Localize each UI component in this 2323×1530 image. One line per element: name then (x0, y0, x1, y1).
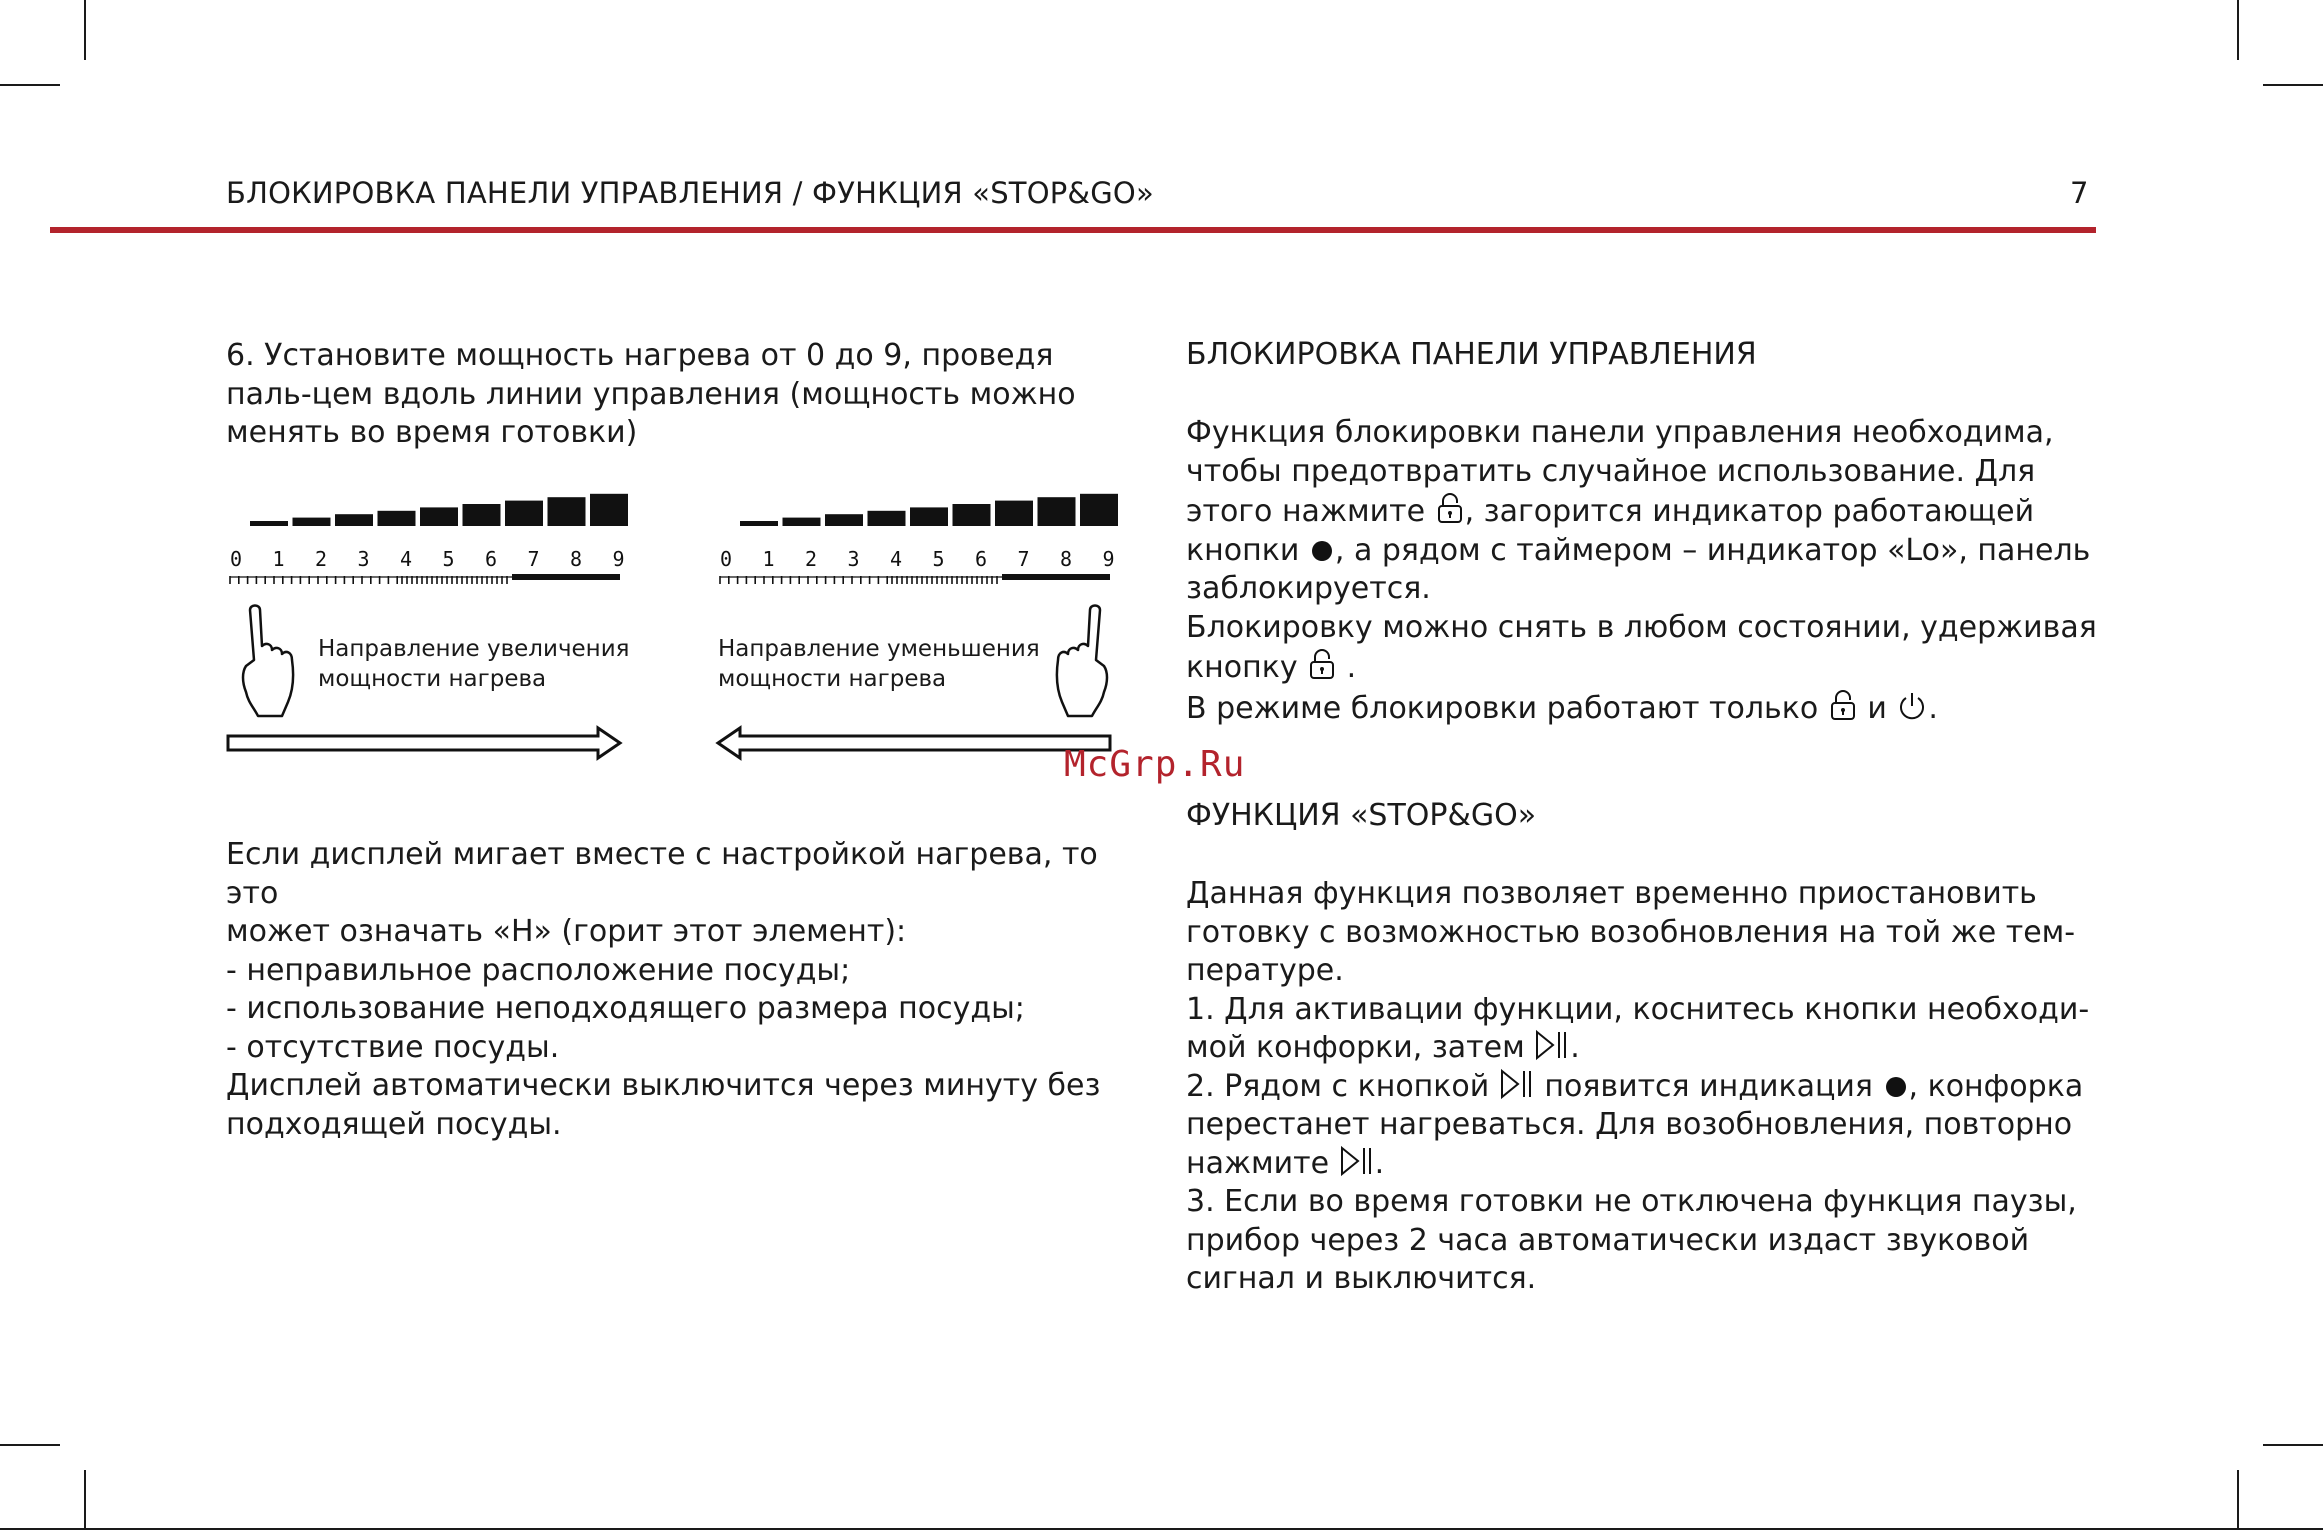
play-pause-icon (1499, 1068, 1535, 1100)
crop-mark (2263, 1444, 2323, 1446)
scale-digit: 4 (889, 547, 903, 571)
display-notes (226, 836, 1146, 1144)
text: . (1374, 1145, 1385, 1181)
stopgo-step-2 (1186, 1068, 2106, 1184)
power-bars (740, 494, 1118, 526)
lock-icon (1307, 647, 1337, 681)
scale-digit: 6 (484, 547, 498, 571)
power-bar (1038, 497, 1076, 526)
display-note-line: - использование неподходящего размера посуды; (226, 991, 1025, 1026)
scale-digit: 1 (272, 547, 285, 571)
display-note-line: - неправильное расположение посуды; (226, 952, 851, 988)
arrow-left-icon (718, 728, 1110, 758)
text: и (1867, 690, 1887, 726)
step6-text: 6. Установите мощность нагрева от 0 до 9, проведя паль-цем вдоль линии управления (мощность можно менять во время готовки) (226, 338, 1076, 450)
text: появится индикация (1544, 1068, 1873, 1104)
increase-caption (318, 634, 630, 694)
scale-digit: 8 (1059, 547, 1073, 571)
display-note-line: - отсутствие посуды. (226, 1029, 560, 1065)
stopgo-intro: Данная функция позволяет временно приостановить готовку с возможностью возобновления на той же тем-пературе. (1186, 876, 2076, 988)
stopgo-step-3: 3. Если во время готовки не отключена функция паузы, прибор через 2 часа автоматически издаст звуковой сигнал и выключится. (1186, 1184, 2077, 1296)
crop-mark (2237, 0, 2239, 60)
scale-digit: 0 (229, 547, 243, 571)
crop-mark (84, 1470, 86, 1530)
page-header-title: БЛОКИРОВКА ПАНЕЛИ УПРАВЛЕНИЯ / ФУНКЦИЯ «STOP&GO» (226, 176, 1154, 210)
text: , конфорка перестанет нагреваться. Для возобновления, повторно нажмите (1186, 1068, 2084, 1181)
display-note-line: Если дисплей мигает вместе с настройкой нагрева, то это (226, 837, 1098, 911)
lock-icon (1435, 491, 1465, 525)
finger-icon (1057, 606, 1107, 717)
play-pause-icon (1534, 1029, 1570, 1061)
scale-digit: 4 (399, 547, 413, 571)
text: Блокировку можно снять в любом состоянии, удерживая кнопку (1186, 609, 2097, 685)
power-bar (293, 518, 331, 526)
power-bar (250, 521, 288, 526)
crop-mark (84, 0, 86, 60)
text: , а рядом с таймером – индикатор «Lo», панель заблокируется. (1186, 532, 2091, 606)
scale-digit: 5 (442, 547, 455, 571)
caption-line: мощности нагрева (718, 666, 947, 692)
scale-digit: 6 (974, 547, 988, 571)
scale-digit: 7 (527, 547, 540, 571)
scale-thick-segment (512, 574, 620, 580)
text: , загорится индикатор работающей кнопки (1186, 494, 2035, 568)
play-pause-icon (1339, 1145, 1375, 1177)
power-bar (1080, 494, 1118, 526)
power-bar (825, 514, 863, 526)
scale-digit: 8 (569, 547, 583, 571)
scale-digit: 9 (612, 547, 625, 571)
power-bar (868, 511, 906, 526)
text: . (1928, 690, 1938, 726)
power-bar (910, 507, 948, 526)
power-bar (463, 504, 501, 526)
scale-digit: 3 (847, 547, 860, 571)
power-bar (548, 497, 586, 526)
text: 1. Для активации функции, коснитесь кнопки необходи-мой конфорки, затем (1186, 991, 2090, 1065)
crop-mark (2263, 84, 2323, 86)
power-bar (995, 501, 1033, 526)
text: . (1346, 650, 1357, 685)
display-note-line: подходящей посуды. (226, 1106, 562, 1142)
crop-mark (0, 1444, 60, 1446)
scale-digits (720, 547, 1115, 571)
indicator-dot-icon (1309, 538, 1335, 564)
page-number: 7 (2070, 176, 2089, 210)
lock-section-heading: БЛОКИРОВКА ПАНЕЛИ УПРАВЛЕНИЯ (1186, 337, 1757, 372)
power-bar (953, 504, 991, 526)
lock-paragraph-1 (1186, 414, 2106, 609)
power-bar (783, 518, 821, 526)
finger-icon (243, 606, 293, 717)
scale-digits (230, 547, 625, 571)
lock-section-body (1186, 414, 2106, 728)
decrease-caption (718, 634, 1040, 694)
power-bar (740, 521, 778, 526)
stopgo-body (1186, 875, 2106, 1299)
crop-mark (2237, 1470, 2239, 1530)
power-bar (505, 501, 543, 526)
power-bars (250, 494, 628, 526)
power-bar (335, 514, 373, 526)
lock-icon (1828, 688, 1858, 722)
header-rule (50, 227, 2096, 233)
scale-digit: 1 (762, 547, 775, 571)
stopgo-heading: ФУНКЦИЯ «STOP&GO» (1186, 798, 1537, 833)
lock-paragraph-2 (1186, 609, 2106, 688)
text: Функция блокировки панели управления необходима, чтобы предотвратить случайное использование. Для этого нажмите (1186, 415, 2054, 529)
arrow-right-icon (228, 728, 620, 758)
crop-mark (0, 84, 60, 86)
power-scale-diagram (220, 484, 1130, 764)
text: 2. Рядом с кнопкой (1186, 1068, 1490, 1104)
scale-thick-segment (1002, 574, 1110, 580)
lock-paragraph-3 (1186, 688, 2106, 729)
scale-digit: 9 (1102, 547, 1115, 571)
power-bar (420, 507, 458, 526)
power-bar (378, 511, 416, 526)
caption-line: Направление уменьшения (718, 636, 1040, 662)
scale-digit: 2 (314, 547, 328, 571)
text: В режиме блокировки работают только (1186, 690, 1819, 726)
display-note-line: Дисплей автоматически выключится через минуту без (226, 1068, 1101, 1103)
display-note-line: может означать «H» (горит этот элемент): (226, 914, 907, 949)
scale-digit: 3 (357, 547, 370, 571)
text: . (1570, 1030, 1580, 1065)
power-icon (1896, 690, 1928, 722)
stopgo-step-1 (1186, 991, 2106, 1068)
caption-line: Направление увеличения (318, 636, 630, 662)
scale-digit: 7 (1017, 547, 1030, 571)
power-bar (590, 494, 628, 526)
scale-decrease (718, 494, 1118, 758)
scale-digit: 5 (932, 547, 945, 571)
scale-increase (228, 494, 628, 758)
caption-line: мощности нагрева (318, 666, 547, 692)
scale-digit: 2 (804, 547, 818, 571)
watermark: McGrp.Ru (1064, 744, 1246, 785)
scale-digit: 0 (719, 547, 733, 571)
indicator-dot-icon (1883, 1074, 1909, 1100)
